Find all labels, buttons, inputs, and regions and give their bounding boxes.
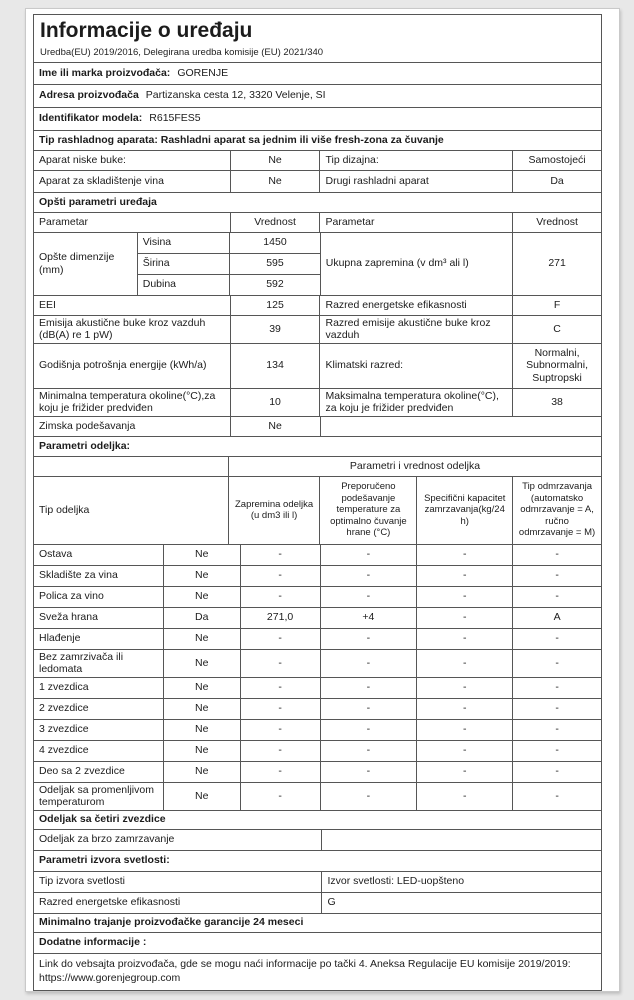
winter-setting-label: Zimska podešavanja — [34, 417, 231, 436]
eei-label: EEI — [34, 296, 231, 315]
address-label: Adresa proizvođača — [39, 89, 139, 102]
compartment-capacity: - — [417, 587, 513, 607]
other-appliance-label: Drugi rashladni aparat — [320, 171, 513, 192]
depth-label: Dubina — [138, 275, 231, 295]
light-type-value: Izvor svetlosti: LED-uopšteno — [327, 875, 465, 888]
compartment-row-hladjenje — [34, 629, 601, 650]
compartment-capacity: - — [417, 608, 513, 628]
dimension-depth-row — [138, 275, 320, 295]
fast-freeze-row — [34, 830, 601, 851]
compartment-name: 3 zvezdice — [34, 720, 164, 740]
width-label: Širina — [138, 254, 231, 274]
compartment-present: Ne — [164, 783, 241, 810]
compartment-temp: - — [321, 783, 418, 810]
compartment-section-row — [34, 437, 601, 457]
brand-cell — [34, 63, 601, 84]
compartment-defrost: - — [555, 632, 559, 645]
quick-param-row-noise — [34, 151, 601, 171]
compartment-present: Ne — [164, 650, 241, 677]
brand-row — [34, 63, 601, 85]
height-value: 1450 — [263, 236, 287, 249]
compartment-name: Skladište za vina — [34, 566, 164, 586]
compartment-volume: - — [241, 545, 321, 565]
compartment-defrost-header: Tip odmrzavanja (automatsko odmrzavanje = A, ručno odmrzavanje = M) — [518, 481, 596, 539]
compartment-capacity-header: Specifični kapacitet zamrzavanja(kg/24 h) — [417, 477, 513, 544]
warranty-text: Minimalno trajanje proizvođačke garancije 24 meseci — [39, 916, 304, 929]
compartment-volume: - — [241, 741, 321, 761]
compartment-present: Ne — [164, 741, 241, 761]
brand-label: Ime ili marka proizvođača: — [39, 66, 171, 79]
noise-emission-value: 39 — [231, 316, 321, 343]
compartment-present: Ne — [164, 587, 241, 607]
compartment-volume: - — [241, 720, 321, 740]
light-type-row — [34, 872, 601, 893]
dimensions-label: Opšte dimenzije (mm) — [34, 233, 138, 295]
compartment-defrost: - — [555, 656, 559, 669]
wine-value: Ne — [231, 171, 321, 192]
total-volume-label: Ukupna zapremina (v dm³ ali l) — [321, 233, 513, 295]
annual-energy-value: 134 — [231, 344, 321, 388]
compartment-temp: - — [321, 566, 418, 586]
compartment-defrost: - — [555, 569, 559, 582]
general-col-header-row — [34, 213, 601, 233]
compartment-capacity: - — [417, 741, 513, 761]
noise-emission-label: Emisija akustične buke kroz vazduh (dB(A) re 1 pW) — [34, 316, 231, 343]
annual-energy-row — [34, 344, 601, 389]
col-header-value-left: Vrednost — [231, 213, 321, 232]
eei-row — [34, 296, 601, 316]
compartment-row-1-zvezdica — [34, 678, 601, 699]
compartment-capacity: - — [417, 678, 513, 698]
noise-value: Ne — [231, 151, 321, 170]
compartment-defrost: - — [555, 702, 559, 715]
compartment-volume: - — [241, 566, 321, 586]
compartment-temp: +4 — [321, 608, 418, 628]
compartment-temp: - — [321, 678, 418, 698]
compartment-name: Polica za vino — [34, 587, 164, 607]
model-label: Identifikator modela: — [39, 112, 143, 125]
address-row — [34, 85, 601, 108]
compartment-row-sveza-hrana — [34, 608, 601, 629]
additional-info-title: Dodatne informacije : — [39, 936, 147, 949]
model-value: R615FES5 — [149, 112, 201, 125]
compartment-defrost: A — [553, 611, 561, 624]
compartment-row-4-zvezdice — [34, 741, 601, 762]
compartment-volume: - — [241, 783, 321, 810]
manufacturer-link-row — [34, 954, 601, 990]
energy-class-value: F — [553, 298, 561, 311]
compartment-present: Ne — [164, 699, 241, 719]
compartment-col-header-row — [34, 477, 601, 545]
fast-freeze-value — [322, 830, 601, 850]
compartment-name: Hlađenje — [34, 629, 164, 649]
noise-label: Aparat niske buke: — [34, 151, 231, 170]
four-star-section-row — [34, 811, 601, 830]
document-page — [25, 8, 620, 992]
other-appliance-value: Da — [550, 174, 564, 187]
col-header-param-left: Parametar — [34, 213, 231, 232]
wine-label: Aparat za skladištenje vina — [34, 171, 231, 192]
compartment-present: Ne — [164, 678, 241, 698]
compartment-defrost: - — [555, 789, 559, 802]
height-label: Visina — [138, 233, 231, 253]
compartment-temp: - — [321, 545, 418, 565]
compartment-defrost: - — [555, 744, 559, 757]
page-title: Informacije o uređaju — [40, 19, 253, 42]
noise-emission-row — [34, 316, 601, 344]
compartment-name: 1 zvezdica — [34, 678, 164, 698]
compartment-defrost: - — [555, 548, 559, 561]
compartment-temp: - — [321, 629, 418, 649]
annual-energy-label: Godišnja potrošnja energije (kWh/a) — [34, 344, 231, 388]
compartment-volume: - — [241, 762, 321, 782]
light-class-value: G — [327, 896, 336, 909]
link-description: Link do vebsajta proizvođača, gde se mogu naći informacije po tački 4. Aneksa Regulacije EU komisije 2019/2019: — [39, 957, 571, 970]
compartment-row-skladiste-vina — [34, 566, 601, 587]
noise-class-value: C — [553, 322, 561, 335]
noise-class-label: Razred emisije akustične buke kroz vazduh — [320, 316, 513, 343]
light-section-row — [34, 851, 601, 872]
compartment-name: Ostava — [34, 545, 164, 565]
compartment-present: Ne — [164, 720, 241, 740]
compartment-type-header: Tip odeljka — [34, 477, 229, 544]
compartment-temp: - — [321, 587, 418, 607]
compartment-capacity: - — [417, 545, 513, 565]
compartment-temp: - — [321, 741, 418, 761]
compartment-defrost: - — [555, 681, 559, 694]
compartment-volume: - — [241, 699, 321, 719]
compartment-capacity: - — [417, 699, 513, 719]
compartment-capacity: - — [417, 629, 513, 649]
max-temp-label: Maksimalna temperatura okoline(°C), za koju je frižider predviđen — [320, 389, 513, 416]
appliance-type-row — [34, 131, 601, 151]
energy-class-label: Razred energetske efikasnosti — [320, 296, 513, 315]
compartment-present: Ne — [164, 629, 241, 649]
compartment-name: Sveža hrana — [34, 608, 164, 628]
compartment-temp: - — [321, 650, 418, 677]
compartment-name: Bez zamrzivača ili ledomata — [34, 650, 164, 677]
four-star-section-title: Odeljak sa četiri zvezdice — [39, 813, 166, 826]
dimensions-row — [34, 233, 601, 296]
light-type-label: Tip izvora svetlosti — [34, 872, 322, 892]
compartment-capacity: - — [417, 720, 513, 740]
light-section-title: Parametri izvora svetlosti: — [39, 854, 170, 867]
model-cell — [34, 108, 601, 130]
compartment-capacity: - — [417, 566, 513, 586]
dimension-height-row — [138, 233, 320, 254]
compartment-volume-header: Zapremina odeljka (u dm3 ili l) — [229, 477, 321, 544]
winter-setting-row — [34, 417, 601, 437]
dimensions-subtable — [138, 233, 321, 295]
address-value: Partizanska cesta 12, 3320 Velenje, SI — [145, 89, 326, 102]
fast-freeze-label: Odeljak za brzo zamrzavanje — [34, 830, 322, 850]
product-fiche-table — [33, 14, 602, 991]
model-row — [34, 108, 601, 131]
compartment-header-empty-cell — [34, 457, 229, 476]
compartment-section-title: Parametri odeljka: — [39, 439, 131, 452]
compartment-present: Ne — [164, 566, 241, 586]
compartment-volume: - — [241, 629, 321, 649]
compartment-defrost: - — [555, 765, 559, 778]
compartment-name: 2 zvezdice — [34, 699, 164, 719]
appliance-type: Tip rashladnog aparata: Rashladni aparat sa jednim ili više fresh-zona za čuvanje — [39, 133, 444, 146]
compartment-volume: - — [241, 587, 321, 607]
manufacturer-link-cell — [34, 954, 601, 990]
compartment-row-ostava — [34, 545, 601, 566]
compartment-name: Deo sa 2 zvezdice — [34, 762, 164, 782]
compartment-row-3-zvezdice — [34, 720, 601, 741]
address-cell — [34, 85, 601, 107]
compartment-present: Da — [164, 608, 241, 628]
compartment-temp: - — [321, 699, 418, 719]
compartment-row-promenljiva-temperatura — [34, 783, 601, 811]
dimension-width-row — [138, 254, 320, 275]
climate-class-value: Normalni, Subnormalni, Suptropski — [526, 346, 588, 384]
compartment-volume: 271,0 — [241, 608, 321, 628]
compartment-row-bez-zamrzivaca — [34, 650, 601, 678]
compartment-row-deo-sa-2-zvezdice — [34, 762, 601, 783]
compartment-volume: - — [241, 650, 321, 677]
compartment-present: Ne — [164, 545, 241, 565]
max-temp-value: 38 — [551, 395, 563, 408]
compartment-capacity: - — [417, 783, 513, 810]
compartment-capacity: - — [417, 762, 513, 782]
compartment-row-2-zvezdice — [34, 699, 601, 720]
light-class-label: Razred energetske efikasnosti — [34, 893, 322, 913]
compartment-defrost: - — [555, 590, 559, 603]
compartment-row-polica-za-vino — [34, 587, 601, 608]
title-row — [34, 15, 601, 63]
compartment-present: Ne — [164, 762, 241, 782]
general-section-title: Opšti parametri uređaja — [39, 195, 157, 208]
light-class-row — [34, 893, 601, 914]
total-volume-value: 271 — [548, 257, 566, 270]
compartment-defrost: - — [555, 723, 559, 736]
col-header-value-right: Vrednost — [536, 215, 578, 228]
width-value: 595 — [266, 257, 284, 270]
winter-setting-empty-cell — [321, 417, 602, 436]
warranty-row — [34, 914, 601, 933]
climate-class-label: Klimatski razred: — [320, 344, 513, 388]
compartment-capacity: - — [417, 650, 513, 677]
compartment-name: Odeljak sa promenljivom temperaturom — [34, 783, 164, 810]
design-label: Tip dizajna: — [320, 151, 513, 170]
min-temp-label: Minimalna temperatura okoline(°C),za koju je frižider predviđen — [34, 389, 231, 416]
compartment-volume: - — [241, 678, 321, 698]
brand-value: GORENJE — [177, 66, 229, 79]
col-header-param-right: Parametar — [320, 213, 513, 232]
compartment-group-header: Parametri i vrednost odeljka — [349, 459, 481, 472]
general-section-row — [34, 193, 601, 213]
ambient-temp-row — [34, 389, 601, 417]
compartment-temp-header: Preporučeno podešavanje temperature za optimalno čuvanje hrane (°C) — [320, 477, 417, 544]
min-temp-value: 10 — [231, 389, 321, 416]
additional-info-row — [34, 933, 601, 954]
compartment-temp: - — [321, 762, 418, 782]
design-value: Samostojeći — [528, 153, 586, 166]
manufacturer-url: https://www.gorenjegroup.com — [39, 971, 181, 984]
title-cell — [34, 15, 601, 62]
quick-param-row-wine — [34, 171, 601, 193]
depth-value: 592 — [266, 278, 284, 291]
compartment-group-header-row — [34, 457, 601, 477]
eei-value: 125 — [231, 296, 321, 315]
compartment-temp: - — [321, 720, 418, 740]
regulation-subtitle: Uredba(EU) 2019/2016, Delegirana uredba komisije (EU) 2021/340 — [40, 47, 324, 58]
winter-setting-value: Ne — [231, 417, 321, 436]
compartment-name: 4 zvezdice — [34, 741, 164, 761]
